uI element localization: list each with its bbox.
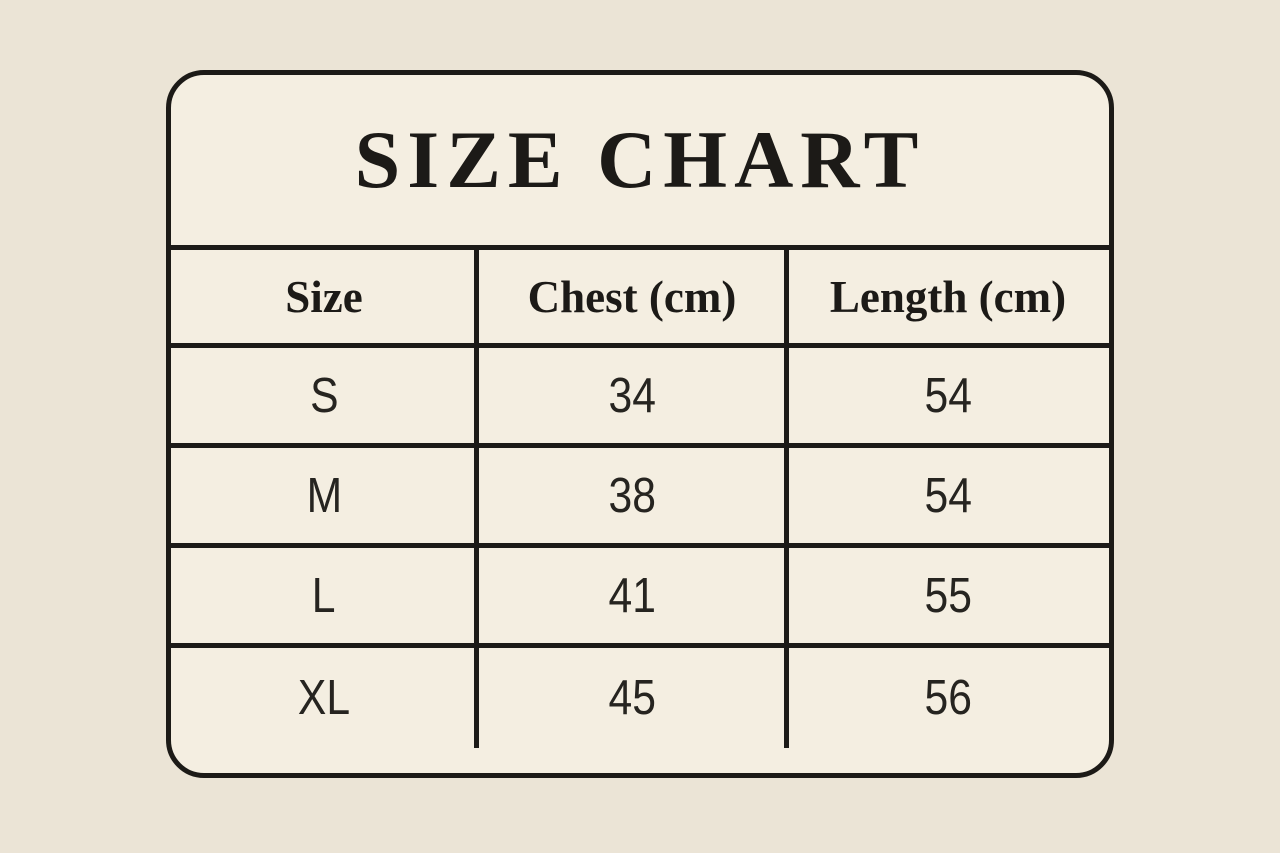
page-title: SIZE CHART — [354, 114, 926, 205]
chest-value: 41 — [608, 568, 656, 623]
cell-chest-xl — [477, 648, 787, 748]
header-cell-length — [787, 250, 1109, 343]
table-row — [171, 448, 1109, 548]
title-section — [171, 75, 1109, 245]
header-cell-size — [171, 250, 477, 343]
cell-size-l — [171, 548, 477, 643]
cell-chest-s — [477, 348, 787, 443]
header-label-chest: Chest (cm) — [527, 271, 737, 322]
table-header-row — [171, 245, 1109, 348]
chest-value: 38 — [608, 468, 656, 523]
length-value: 55 — [924, 568, 972, 623]
chest-value: 45 — [608, 671, 656, 725]
cell-length-l — [787, 548, 1109, 643]
cell-length-m — [787, 448, 1109, 543]
header-label-length: Length (cm) — [829, 271, 1067, 322]
table-row — [171, 648, 1109, 748]
table-row — [171, 548, 1109, 648]
column-divider-2 — [784, 245, 789, 748]
length-value: 54 — [924, 468, 972, 523]
cell-chest-l — [477, 548, 787, 643]
cell-size-xl — [171, 648, 477, 748]
length-value: 56 — [924, 671, 972, 725]
size-value: XL — [297, 671, 351, 725]
cell-chest-m — [477, 448, 787, 543]
length-value: 54 — [924, 368, 972, 423]
cell-size-s — [171, 348, 477, 443]
chest-value: 34 — [608, 368, 656, 423]
size-value: L — [312, 568, 336, 623]
cell-length-s — [787, 348, 1109, 443]
header-cell-chest — [477, 250, 787, 343]
size-chart-card — [166, 70, 1114, 778]
cell-size-m — [171, 448, 477, 543]
column-divider-1 — [474, 245, 479, 748]
size-value: M — [306, 468, 342, 523]
cell-length-xl — [787, 648, 1109, 748]
header-label-size: Size — [285, 271, 363, 322]
table-row — [171, 348, 1109, 448]
size-value: S — [309, 368, 339, 423]
